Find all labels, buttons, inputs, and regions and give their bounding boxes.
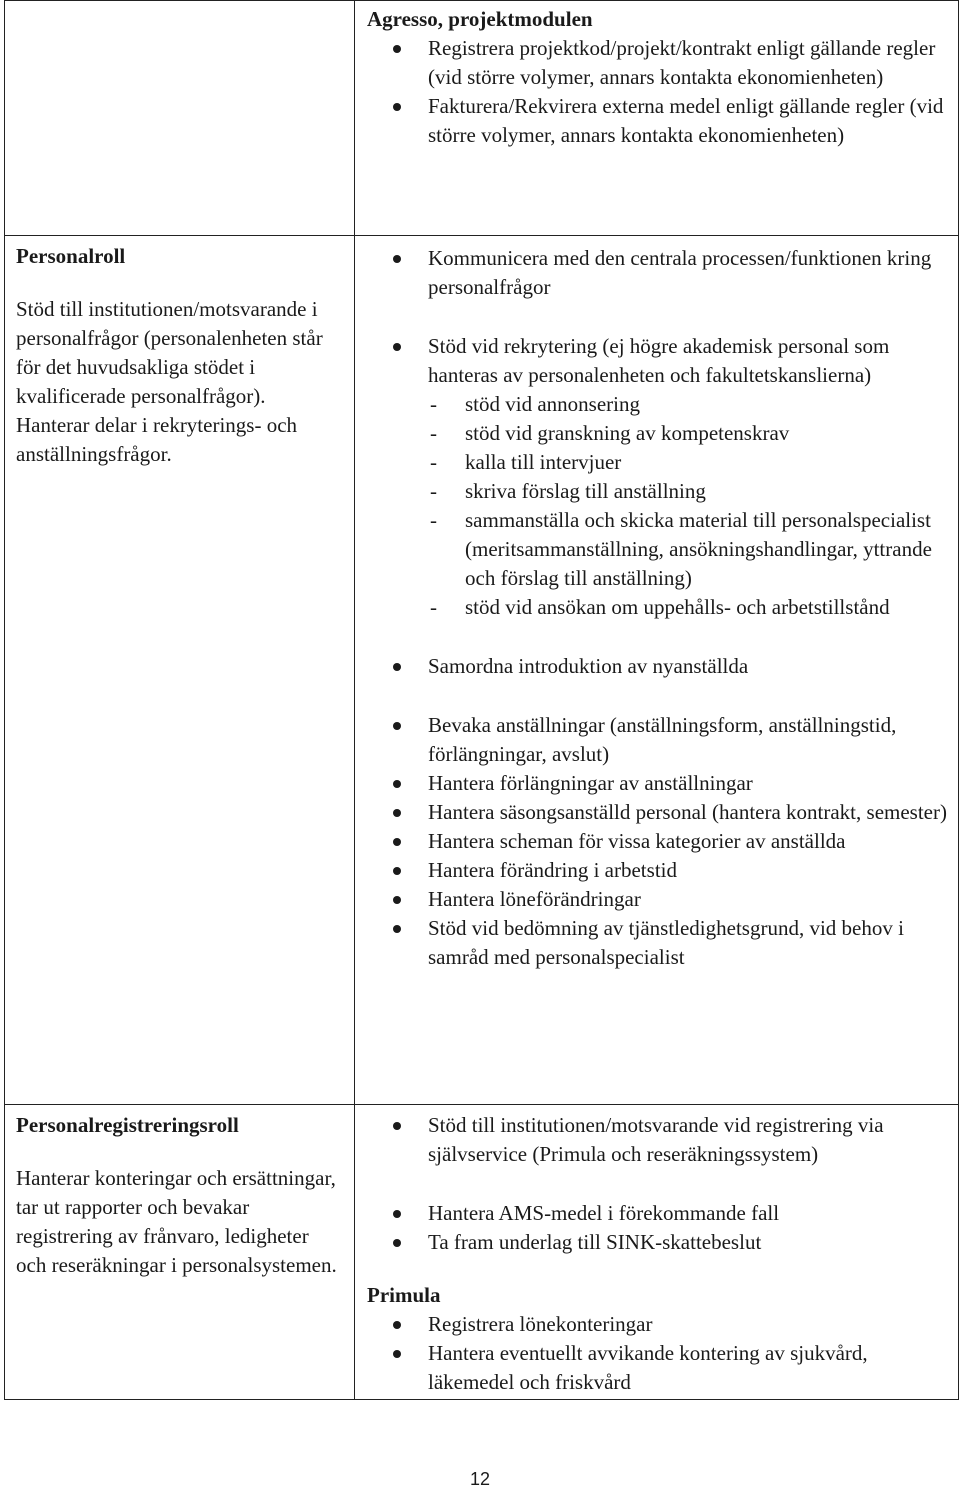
table-row xyxy=(5,1,959,236)
list-item: Kommunicera med den centrala processen/funktionen kring personalfrågor xyxy=(367,244,948,302)
bullet-icon xyxy=(393,838,401,846)
list-item: Ta fram underlag till SINK-skattebeslut xyxy=(367,1228,948,1257)
sub-list-item: - kalla till intervjuer xyxy=(430,450,622,474)
tasks-cell xyxy=(355,236,959,1105)
tasks-cell xyxy=(355,1,959,236)
list-item: Hantera förlängningar av anställningar xyxy=(367,769,948,798)
bullet-icon xyxy=(393,1210,401,1218)
list-item: Hantera eventuellt avvikande kontering av sjukvård, läkemedel och friskvård xyxy=(367,1339,948,1397)
role-description: Stöd till institutionen/motsvarande i personalfrågor (personalenheten står för det huvudsakliga stödet i kvalificerade personalfrågor). Hanterar delar i rekryterings- och anställningsfrågor. xyxy=(16,297,323,466)
sub-list-item: - sammanställa och skicka material till personalspecialist (meritsammanställning, ansökningshandlingar, yttrande och förslag till anställning) xyxy=(430,508,932,590)
list-item: Hantera förändring i arbetstid xyxy=(367,856,948,885)
task-list xyxy=(367,1111,948,1257)
list-item: Hantera scheman för vissa kategorier av anställda xyxy=(367,827,948,856)
bullet-icon xyxy=(393,1239,401,1247)
sub-list-item: - skriva förslag till anställning xyxy=(430,479,706,503)
bullet-icon xyxy=(393,809,401,817)
bullet-icon xyxy=(393,1321,401,1329)
sub-task-list xyxy=(428,390,948,622)
role-description: Hanterar konteringar och ersättningar, tar ut rapporter och bevakar registrering av frånvaro, ledigheter och reseräkningar i personalsystemen. xyxy=(16,1166,337,1277)
role-table xyxy=(4,0,959,1400)
list-item: Stöd vid rekrytering (ej högre akademisk personal som hanteras av personalenheten och fakultetskanslierna) - stöd vid annonsering - stöd vid granskning av kompetenskrav - kalla till intervjuer - skriva förslag till anställning - sammanställa och skicka material till personalspecialist (meritsammanställning, ansökningshandlingar, yttrande och förslag till anställning) - stöd vid ansökan om uppehålls- och arbetstillstånd xyxy=(367,332,948,622)
bullet-icon xyxy=(393,45,401,53)
list-item: Stöd vid bedömning av tjänstledighetsgrund, vid behov i samråd med personalspecialist xyxy=(367,914,948,972)
list-item: Stöd till institutionen/motsvarande vid registrering via självservice (Primula och reseräkningssystem) xyxy=(367,1111,948,1169)
table-row xyxy=(5,236,959,1105)
bullet-icon xyxy=(393,780,401,788)
bullet-icon xyxy=(393,663,401,671)
task-list xyxy=(367,244,948,972)
bullet-icon xyxy=(393,722,401,730)
task-list xyxy=(367,1310,948,1397)
bullet-icon xyxy=(393,925,401,933)
bullet-icon xyxy=(393,896,401,904)
list-item: Registrera projektkod/projekt/kontrakt enligt gällande regler (vid större volymer, annars kontakta ekonomienheten) xyxy=(367,34,948,92)
list-item: Hantera AMS-medel i förekommande fall xyxy=(367,1199,948,1228)
list-item: Registrera lönekonteringar xyxy=(367,1310,948,1339)
role-cell-empty xyxy=(5,1,355,236)
list-item: Hantera säsongsanställd personal (hantera kontrakt, semester) xyxy=(367,798,948,827)
task-list xyxy=(367,34,948,150)
sub-list-item: - stöd vid annonsering xyxy=(430,392,640,416)
role-title: Personalregistreringsroll xyxy=(16,1113,239,1137)
bullet-icon xyxy=(393,867,401,875)
role-cell xyxy=(5,1105,355,1400)
role-title: Personalroll xyxy=(16,244,126,268)
bullet-icon xyxy=(393,343,401,351)
sub-list-item: - stöd vid granskning av kompetenskrav xyxy=(430,421,790,445)
list-item: Hantera löneförändringar xyxy=(367,885,948,914)
section-heading: Agresso, projektmodulen xyxy=(367,7,593,31)
bullet-icon xyxy=(393,255,401,263)
page-number: 12 xyxy=(469,1469,491,1489)
list-item: Bevaka anställningar (anställningsform, anställningstid, förlängningar, avslut) xyxy=(367,711,948,769)
tasks-cell xyxy=(355,1105,959,1400)
list-item: Samordna introduktion av nyanställda xyxy=(367,652,948,681)
table-row xyxy=(5,1105,959,1400)
list-item: Fakturera/Rekvirera externa medel enligt gällande regler (vid större volymer, annars kontakta ekonomienheten) xyxy=(367,92,948,150)
section-heading: Primula xyxy=(367,1283,441,1307)
sub-list-item: - stöd vid ansökan om uppehålls- och arbetstillstånd xyxy=(430,595,890,619)
role-cell xyxy=(5,236,355,1105)
bullet-icon xyxy=(393,1350,401,1358)
bullet-icon xyxy=(393,103,401,111)
bullet-icon xyxy=(393,1122,401,1130)
